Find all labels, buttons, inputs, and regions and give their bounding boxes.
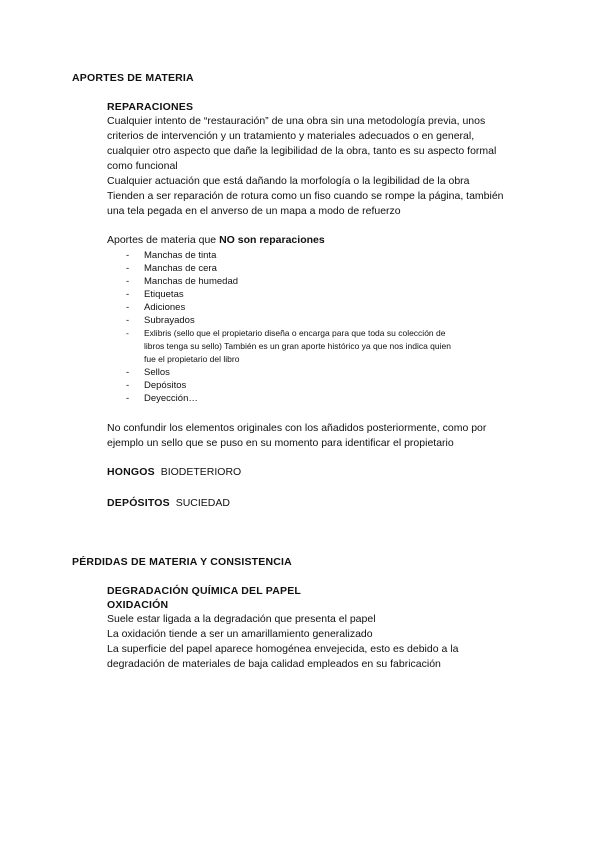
reparaciones-line: Cualquier intento de “restauración” de una obra sin una metodología previa, unos [107, 115, 486, 127]
reparaciones-line: Tienden a ser reparación de rotura como un fiso cuando se rompe la página, también [107, 190, 504, 202]
note-line: ejemplo un sello que se puso en su momento para identificar el propietario [107, 437, 454, 449]
degradacion-heading: DEGRADACIÓN QUÍMICA DEL PAPEL [107, 585, 302, 597]
list-item: - Deyección… [126, 393, 198, 404]
hongos-label: HONGOS [107, 466, 155, 478]
degradacion-line: degradación de materiales de baja calidad empleados en su fabricación [107, 658, 441, 670]
reparaciones-block [107, 100, 547, 219]
list-item-exlibris: - Exlibris (sello que el propietario diseña o encarga para que toda su colección de libros tenga su sello) También es un gran aporte histórico ya que nos indica quien fue el propietario del libro [126, 328, 451, 364]
list-item: - Adiciones [126, 302, 186, 313]
list-item: - Manchas de humedad [126, 276, 239, 287]
list-item: - Etiquetas [126, 289, 184, 300]
section-title-aportes: APORTES DE MATERIA [72, 72, 194, 84]
aportes-intro-bold: NO son reparaciones [219, 234, 325, 246]
hongos-value: BIODETERIORO [160, 466, 242, 478]
reparaciones-line: cualquier otro aspecto que dañe la legibilidad de la obra, tanto es su aspecto formal [107, 145, 497, 157]
reparaciones-heading: REPARACIONES [107, 101, 194, 113]
depositos-label: DEPÓSITOS [107, 497, 170, 509]
degradacion-block [107, 584, 547, 672]
reparaciones-line: como funcional [107, 160, 178, 172]
section-title-perdidas: PÉRDIDAS DE MATERIA Y CONSISTENCIA [72, 556, 292, 568]
list-item: - Sellos [126, 367, 170, 378]
aportes-intro [107, 233, 547, 248]
depositos-row [107, 497, 230, 509]
note-block [107, 421, 547, 451]
reparaciones-line: una tela pegada en el anverso de un mapa a modo de refuerzo [107, 205, 401, 217]
hongos-row [107, 466, 241, 478]
depositos-value: SUCIEDAD [175, 497, 230, 509]
degradacion-line: Suele estar ligada a la degradación que presenta el papel [107, 613, 376, 625]
reparaciones-line: Cualquier actuación que está dañando la morfología o la legibilidad de la obra [107, 175, 470, 187]
aportes-list [126, 249, 546, 405]
list-item: - Depósitos [126, 380, 187, 391]
list-item: - Manchas de cera [126, 263, 217, 274]
list-item: - Subrayados [126, 315, 195, 326]
aportes-intro-text: Aportes de materia que [107, 234, 220, 246]
list-item: - Manchas de tinta [126, 250, 217, 261]
reparaciones-line: criterios de intervención y un tratamiento y materiales adecuados o en general, [107, 130, 475, 142]
note-line: No confundir los elementos originales con los añadidos posteriormente, como por [107, 422, 487, 434]
degradacion-line: La superficie del papel aparece homogénea envejecida, esto es debido a la [107, 643, 459, 655]
oxidacion-heading: OXIDACIÓN [107, 599, 169, 611]
degradacion-line: La oxidación tiende a ser un amarillamiento generalizado [107, 628, 373, 640]
